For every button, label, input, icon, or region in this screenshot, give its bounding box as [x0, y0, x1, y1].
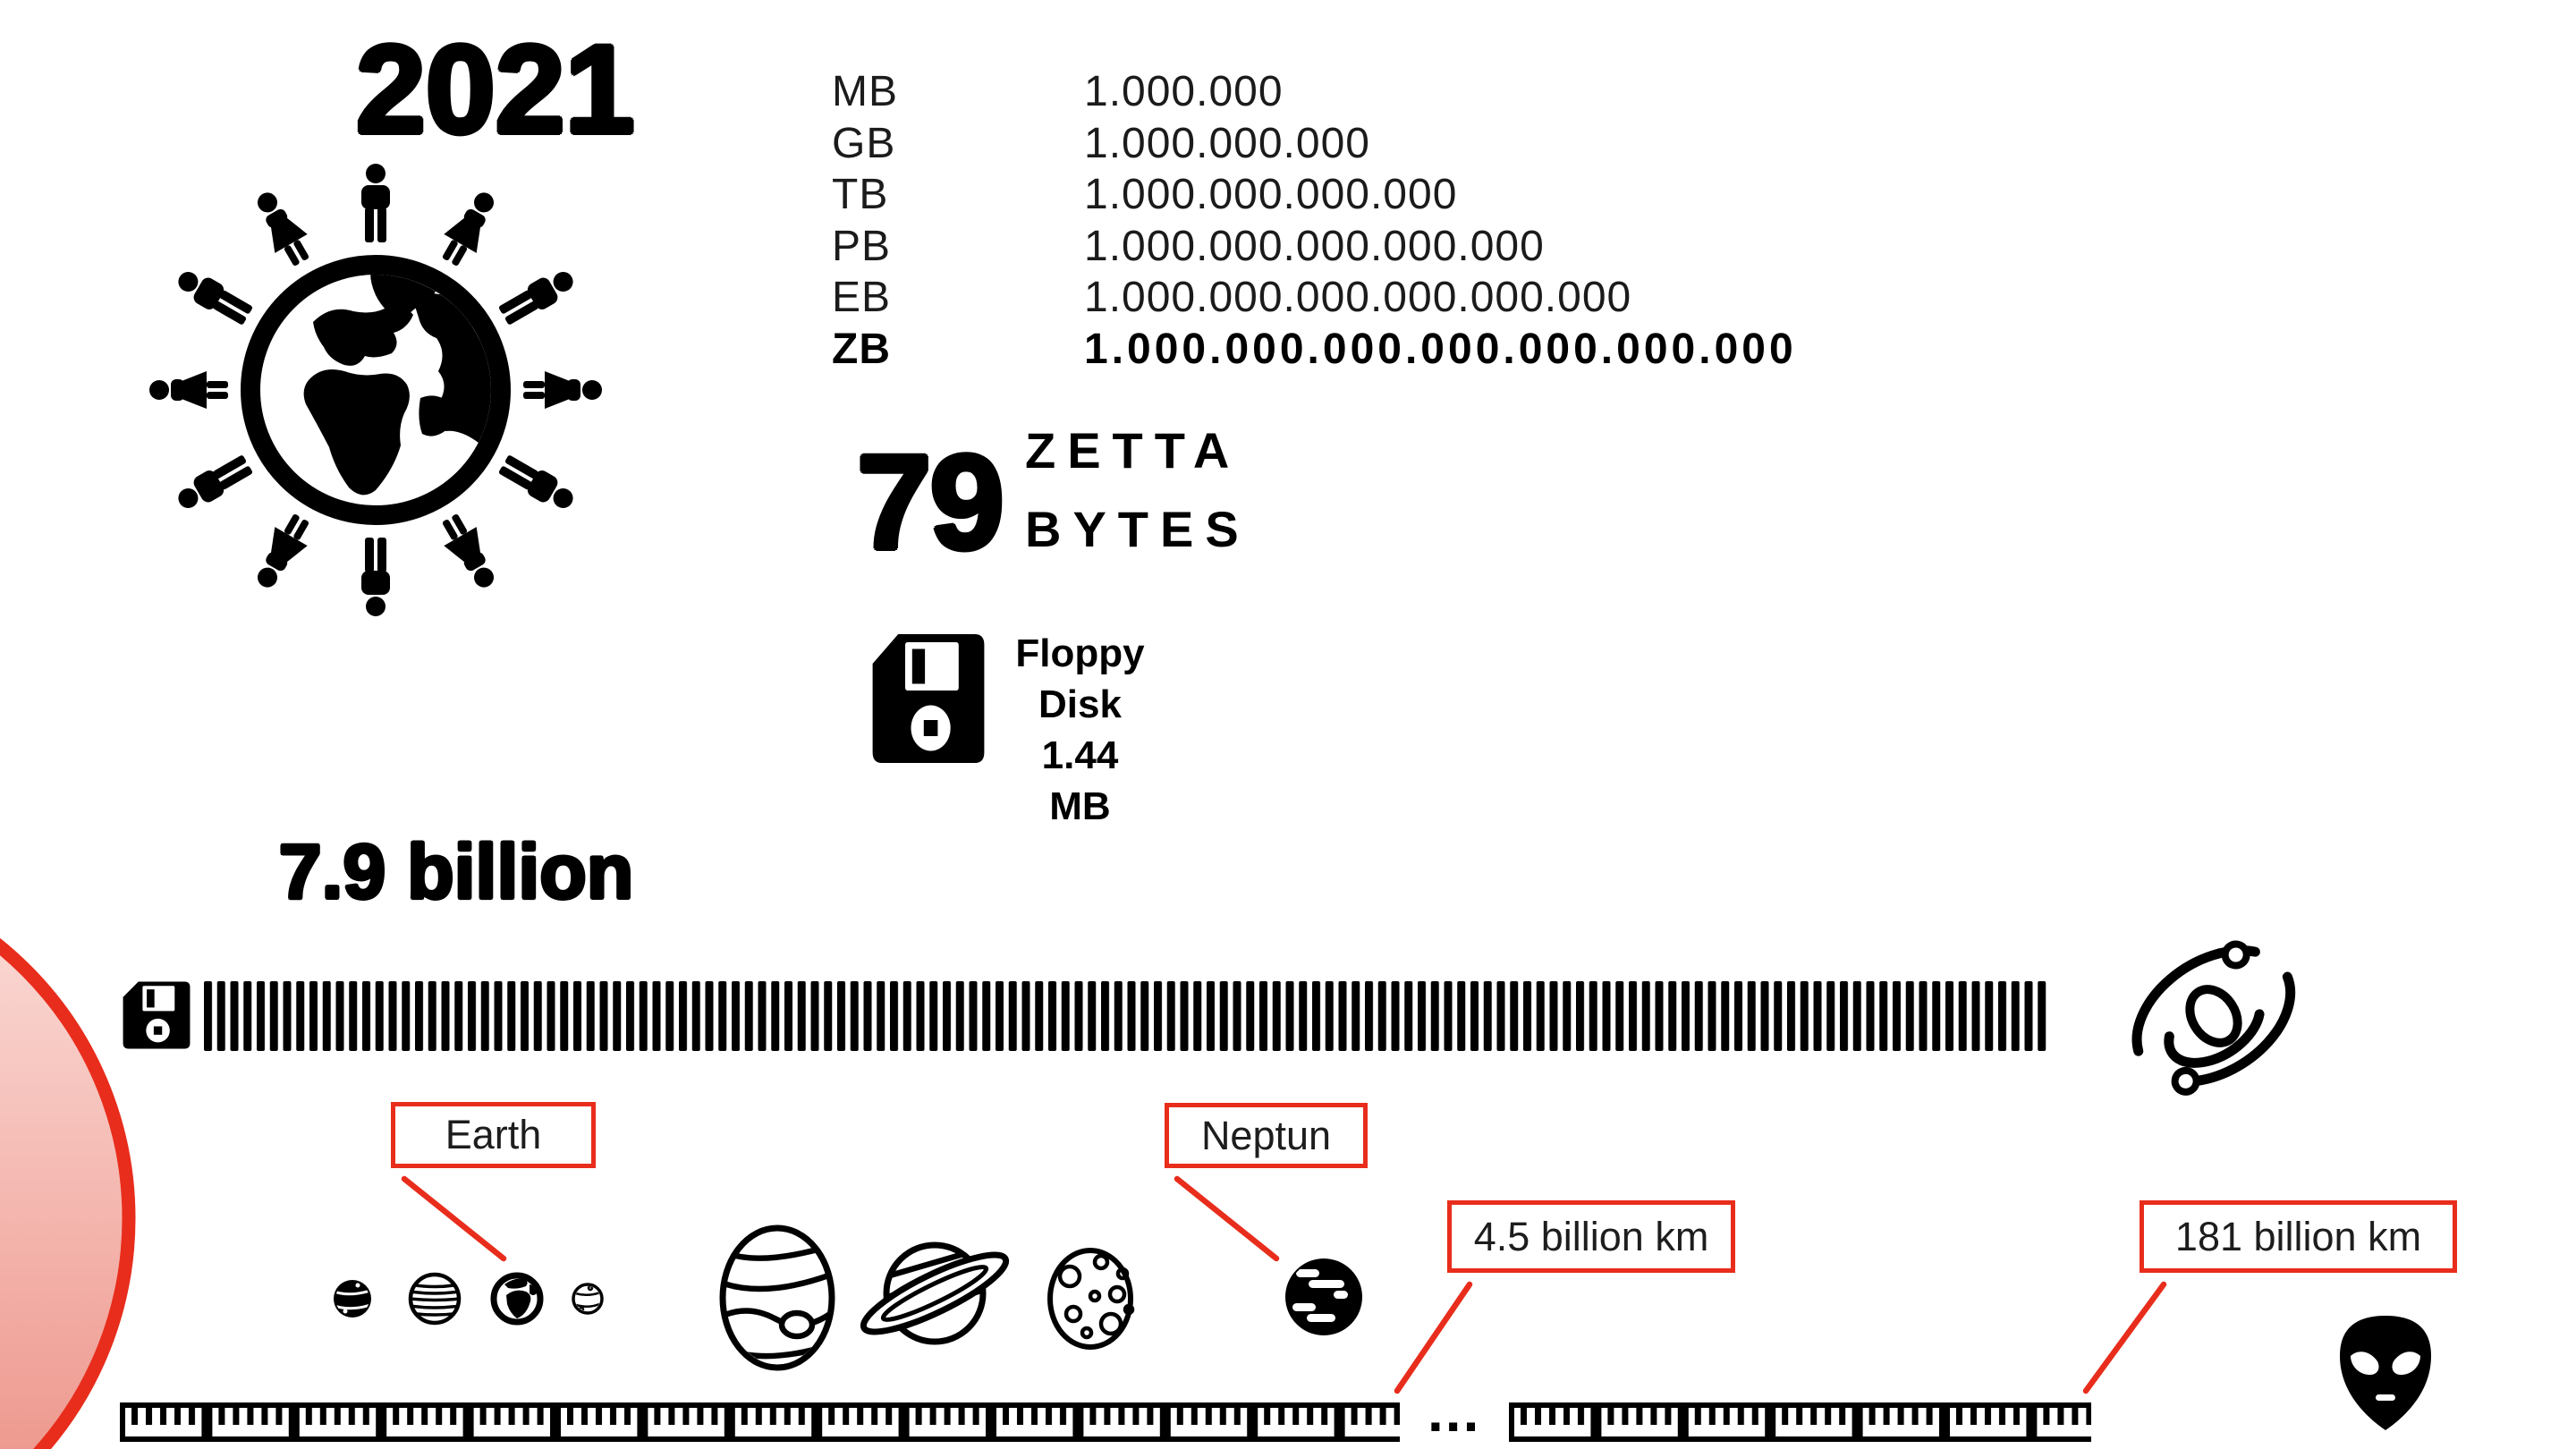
- zettabytes-number: 79: [857, 427, 1003, 577]
- uranus-icon: [1050, 1250, 1132, 1347]
- alien-head-icon: [2340, 1316, 2431, 1430]
- unit-value: 1.000.000.000: [1084, 119, 1370, 167]
- mercury-icon: [334, 1280, 371, 1318]
- earth-callout-line: [404, 1179, 504, 1258]
- solar-distance-callout-box: [1447, 1200, 1735, 1273]
- saturn-icon: [856, 1242, 1014, 1345]
- earth-icon: [494, 1275, 540, 1322]
- floppy-disk-stack-bar: [123, 981, 2048, 1051]
- table-row: [832, 272, 1797, 324]
- unit-label: EB: [832, 274, 892, 322]
- table-row: [832, 169, 1797, 221]
- unit-value: 1.000.000.000.000.000.000.000: [1084, 325, 1797, 373]
- stack-distance-callout-box: [2140, 1200, 2457, 1273]
- unit-label: PB: [832, 222, 892, 270]
- venus-icon: [409, 1275, 461, 1323]
- unit-value: 1.000.000.000.000: [1084, 171, 1458, 219]
- unit-value: 1.000.000: [1084, 68, 1284, 116]
- solar-distance-label: 4.5 billion km: [1473, 1213, 1709, 1259]
- floppy-disk-icon-small: [123, 982, 191, 1049]
- neptune-callout-label: Neptun: [1200, 1112, 1332, 1158]
- zetta-word: ZETTA: [1025, 422, 1241, 479]
- unit-value: 1.000.000.000.000.000.000: [1084, 274, 1632, 322]
- stack-distance-label: 181 billion km: [2174, 1213, 2422, 1259]
- table-row: [832, 118, 1797, 170]
- table-row: [832, 221, 1797, 273]
- jupiter-icon: [721, 1228, 834, 1368]
- unit-label: ZB: [832, 325, 891, 373]
- ellipsis-dots: ...: [1428, 1379, 1481, 1444]
- stack-distance-callout-line: [2086, 1284, 2164, 1391]
- mars-icon: [573, 1284, 602, 1313]
- callout-lines: [404, 1179, 2164, 1391]
- unit-label: MB: [832, 68, 898, 116]
- floppy-caption-line: 1.44 MB: [1041, 733, 1119, 828]
- floppy-caption-line: Disk: [1038, 682, 1122, 726]
- unit-label: GB: [832, 119, 896, 167]
- globe-with-people-icon: [149, 164, 602, 616]
- floppy-disk-icon: [873, 634, 985, 763]
- units-table: [832, 66, 1797, 375]
- ruler-solar-system: [120, 1402, 1400, 1442]
- table-row-zb: [832, 324, 1797, 376]
- galaxy-icon: [2114, 924, 2314, 1107]
- neptune-callout-box: [1165, 1103, 1368, 1168]
- red-circle-decoration: [0, 868, 129, 1449]
- year-title: 2021: [356, 19, 635, 159]
- unit-label: TB: [832, 171, 889, 219]
- floppy-caption-line: Floppy: [1015, 631, 1145, 675]
- population-label: 7.9 billion: [278, 829, 634, 915]
- table-row: [832, 66, 1797, 118]
- solar-distance-callout-line: [1397, 1284, 1470, 1391]
- bytes-word: BYTES: [1025, 501, 1250, 557]
- neptune-callout-line: [1177, 1179, 1276, 1258]
- earth-callout-label: Earth: [445, 1112, 542, 1157]
- neptune-icon: [1285, 1258, 1362, 1335]
- ruler-extension: [1509, 1402, 2091, 1442]
- unit-value: 1.000.000.000.000.000: [1084, 222, 1545, 270]
- floppy-caption: [1006, 628, 1154, 832]
- earth-callout-box: [391, 1102, 596, 1168]
